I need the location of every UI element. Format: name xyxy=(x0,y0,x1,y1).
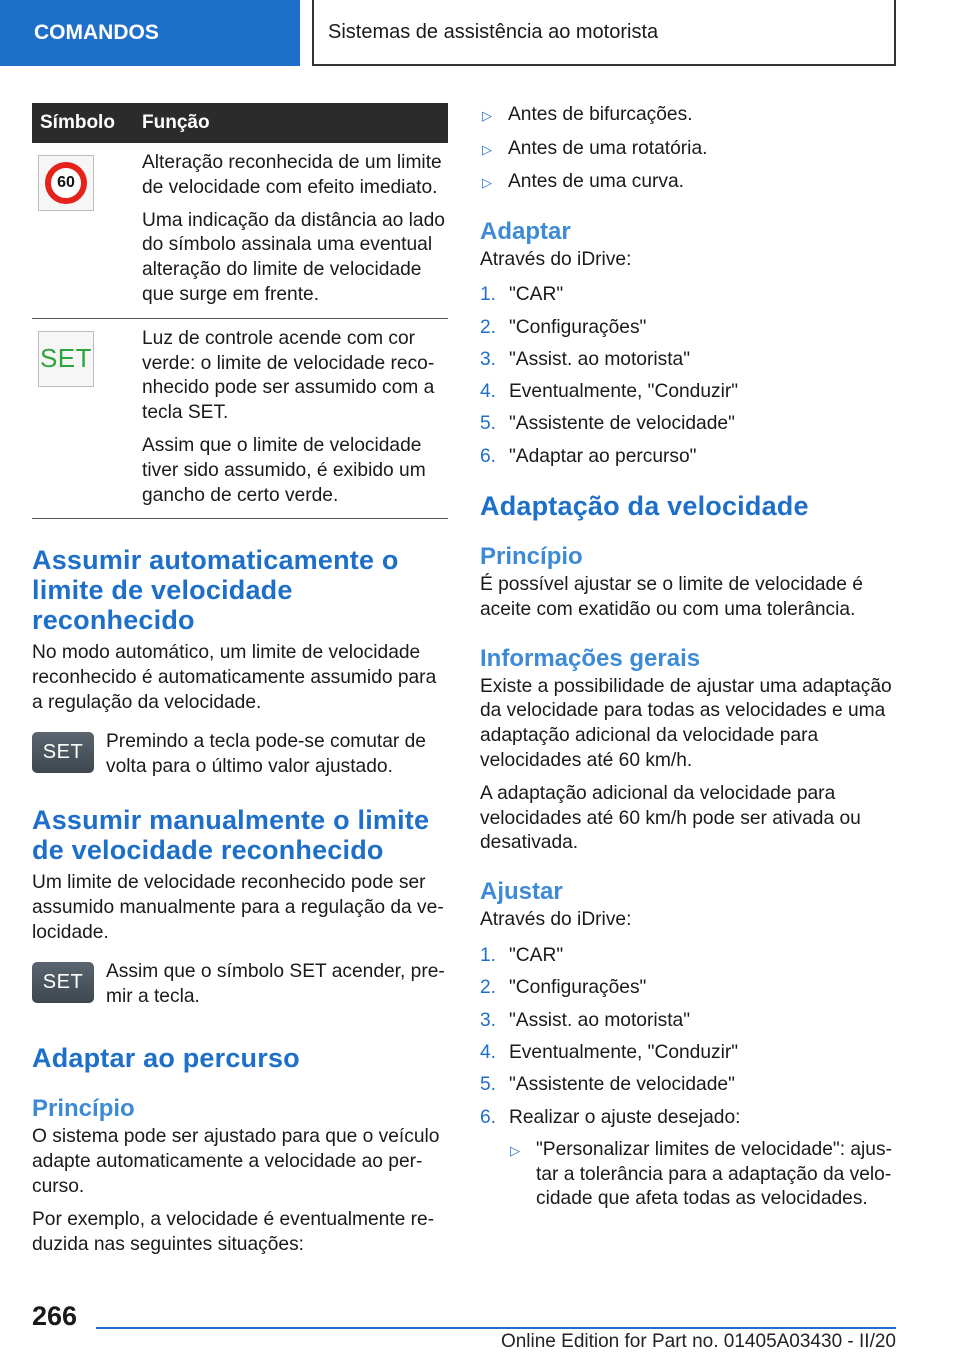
symbol-cell xyxy=(32,151,142,308)
set-indicator-icon xyxy=(38,331,94,387)
manual-btn-text: Assim que o símbolo SET acender, premir a tecla. xyxy=(106,960,445,1007)
header-symbol: Símbolo xyxy=(40,112,115,133)
list-item xyxy=(480,1041,896,1066)
list-item xyxy=(480,412,896,437)
step-text: "CAR" xyxy=(509,284,564,306)
list-item xyxy=(480,1073,896,1098)
manual-set-note xyxy=(32,960,448,1010)
auto-heading: Assumir automaticamente o limite de velocidade reconhecido xyxy=(32,545,399,636)
manual-text: Um limite de velocidade reconhecido pode ser assumido manualmente para a regulação da velocidade. xyxy=(32,872,444,943)
symbol-table xyxy=(32,103,448,519)
principle-heading: Princípio xyxy=(32,1095,135,1123)
step-text: "Assistente de velocidade" xyxy=(509,1074,735,1096)
table-row xyxy=(32,143,448,319)
edition-note: Online Edition for Part no. 01405A03430 - II/20 xyxy=(500,1331,896,1352)
triangle-bullet-icon: ▷ xyxy=(482,141,492,157)
list-item xyxy=(480,103,896,129)
info-text: A adaptação adicional da velocidade para velocidades até 60 km/h pode ser ativada ou desativada. xyxy=(480,782,861,854)
set-intro: Através do iDrive: xyxy=(480,909,632,931)
list-item xyxy=(480,1009,896,1034)
function-text: Alteração reconhecida de um limite de velocidade com efeito imediato. xyxy=(142,152,442,198)
list-item-text: Antes de uma rotatória. xyxy=(508,137,708,159)
list-item-text: Antes de uma curva. xyxy=(508,171,684,192)
list-item xyxy=(480,976,896,1001)
step-text: Eventualmente, "Conduzir" xyxy=(509,1041,739,1063)
step-number: 3. xyxy=(480,348,497,370)
principle-text: O sistema pode ser ajustado para que o veículo adapte automaticamente a velocidade ao percurso. xyxy=(32,1126,440,1197)
step-text: Realizar o ajuste desejado: xyxy=(509,1106,741,1128)
step-text: "CAR" xyxy=(509,945,564,967)
step-text: "Assistente de velocidade" xyxy=(509,413,735,435)
set-indicator-label: SET xyxy=(39,343,93,374)
symbol-cell xyxy=(32,327,142,509)
list-item xyxy=(508,1138,896,1212)
function-text: Assim que o limite de velocidade tiver sido assumido, é exibido um gancho de certo verde. xyxy=(142,434,426,506)
auto-text: No modo automático, um limite de velocidade reconhecido é automaticamente assumido para a regulação da velocidade. xyxy=(32,642,437,713)
list-item-text: Antes de bifurcações. xyxy=(508,104,693,125)
right-column xyxy=(480,103,896,1220)
chapter-title: Sistemas de assistência ao motorista xyxy=(328,20,659,43)
set-steps xyxy=(480,944,896,1130)
set-button-icon: SET xyxy=(32,962,94,1003)
step-number: 1. xyxy=(480,284,497,306)
adapt-steps xyxy=(480,283,896,469)
section-tab xyxy=(0,0,300,66)
route-heading: Adaptar ao percurso xyxy=(32,1043,300,1074)
step-number: 6. xyxy=(480,1106,497,1128)
step-number: 2. xyxy=(480,977,497,999)
step-text: "Configurações" xyxy=(509,316,647,338)
list-item xyxy=(480,283,896,308)
table-row xyxy=(32,319,448,520)
info-heading: Informações gerais xyxy=(480,644,701,672)
speed-adapt-heading: Adaptação da velocidade xyxy=(480,491,809,522)
set-button-icon: SET xyxy=(32,732,94,773)
triangle-bullet-icon: ▷ xyxy=(482,108,492,123)
step-number: 2. xyxy=(480,316,497,338)
step-number: 1. xyxy=(480,945,497,967)
step-text: "Assist. ao motorista" xyxy=(509,348,691,370)
left-column xyxy=(32,103,448,1257)
function-cell xyxy=(142,327,448,509)
function-cell xyxy=(142,151,448,308)
list-item xyxy=(480,316,896,341)
auto-set-note xyxy=(32,730,448,780)
situations-list xyxy=(480,103,896,196)
list-item xyxy=(480,944,896,969)
list-item xyxy=(480,170,896,196)
step-text: "Configurações" xyxy=(509,977,647,999)
footer-divider xyxy=(96,1327,896,1329)
speed-limit-sign-icon xyxy=(38,155,94,211)
step-number: 4. xyxy=(480,1041,497,1063)
page-number: 266 xyxy=(32,1301,78,1331)
step-number: 6. xyxy=(480,445,497,467)
step-number: 5. xyxy=(480,1074,497,1096)
table-header xyxy=(32,103,448,143)
set-heading: Ajustar xyxy=(480,878,563,906)
principle-text: É possível ajustar se o limite de velocidade é aceite com exatidão ou com uma tolerância. xyxy=(480,574,863,620)
section-label: COMANDOS xyxy=(34,21,159,44)
step-number: 4. xyxy=(480,381,497,403)
step-number: 3. xyxy=(480,1009,497,1031)
speed-limit-value: 60 xyxy=(45,162,87,204)
manual-heading: Assumir manualmente o limite de velocidade reconhecido xyxy=(32,805,430,866)
function-text: Luz de controle acende com cor verde: o limite de velocidade reconhecido pode ser assumido com a tecla SET. xyxy=(142,327,435,424)
triangle-bullet-icon: ▷ xyxy=(510,1142,520,1158)
adapt-heading: Adaptar xyxy=(480,217,571,245)
function-text: Uma indicação da distância ao lado do símbolo assinala uma eventual alteração do limite de velocidade que surge em frente. xyxy=(142,209,445,305)
list-item xyxy=(480,445,896,470)
list-item xyxy=(480,1106,896,1131)
adapt-intro: Através do iDrive: xyxy=(480,248,632,270)
auto-btn-text: Premindo a tecla pode-se comutar de volta para o último valor ajustado. xyxy=(106,730,426,777)
principle-heading: Princípio xyxy=(480,543,583,571)
list-item-text: "Personalizar limites de velocidade": ajustar a tolerância para a adaptação da velocidade que afeta todas as velocidades. xyxy=(536,1138,892,1210)
set-sub-list xyxy=(480,1138,896,1212)
list-item xyxy=(480,380,896,405)
chapter-title-bar xyxy=(312,0,896,66)
list-item xyxy=(480,348,896,373)
step-text: "Adaptar ao percurso" xyxy=(509,445,697,467)
step-number: 5. xyxy=(480,413,497,435)
info-text: Existe a possibilidade de ajustar uma adaptação da velocidade para todas as velocidades e uma adaptação adicional da velocidade para velocidades até 60 km/h. xyxy=(480,675,892,772)
triangle-bullet-icon: ▷ xyxy=(482,175,492,190)
list-item xyxy=(480,137,896,163)
step-text: "Assist. ao motorista" xyxy=(509,1009,691,1031)
principle-text: Por exemplo, a velocidade é eventualmente reduzida nas seguintes situações: xyxy=(32,1208,435,1255)
header-function: Função xyxy=(142,112,210,133)
step-text: Eventualmente, "Conduzir" xyxy=(509,381,739,403)
